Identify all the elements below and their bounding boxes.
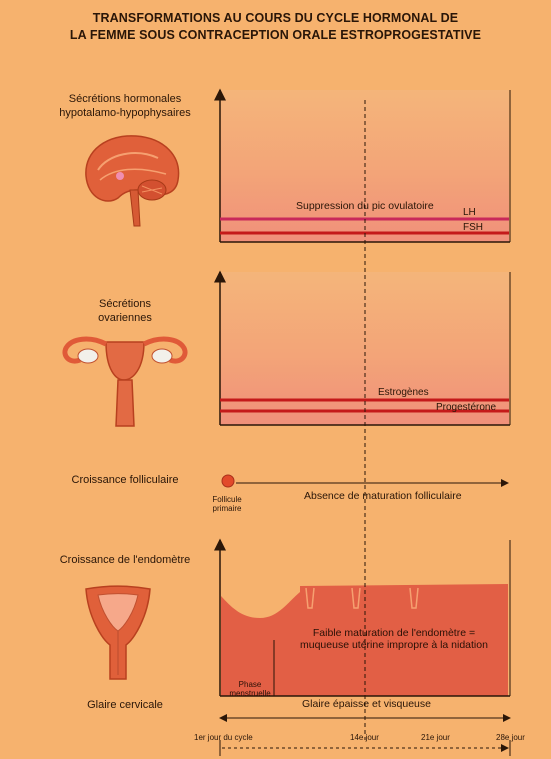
phase-label-line-2: menstruelle bbox=[229, 689, 271, 698]
phase-label-line-1: Phase bbox=[238, 680, 262, 689]
fsh-label: FSH bbox=[463, 222, 483, 233]
follicle-label-line-2: primaire bbox=[212, 504, 242, 513]
endometrium-label: Croissance de l'endomètre bbox=[59, 554, 191, 566]
estrogen-label: Estrogènes bbox=[378, 387, 429, 398]
mucus-label: Glaire cervicale bbox=[87, 699, 163, 711]
hormonal-label-line-1: Sécrétions hormonales bbox=[68, 93, 182, 105]
follicle-icon bbox=[222, 475, 234, 487]
mucus-caption: Glaire épaisse et visqueuse bbox=[302, 698, 431, 710]
title-line-2: LA FEMME SOUS CONTRACEPTION ORALE ESTROPROGESTATIVE bbox=[69, 28, 482, 42]
timeline-day1: 1er jour du cycle bbox=[194, 733, 253, 742]
hormonal-label-line-2: hypotalamo-hypophysaires bbox=[59, 107, 191, 119]
follicle-label bbox=[206, 495, 248, 513]
follicular-label: Croissance folliculaire bbox=[71, 474, 179, 486]
progesterone-label: Progestérone bbox=[436, 402, 497, 413]
title-line-1: TRANSFORMATIONS AU COURS DU CYCLE HORMONAL DE bbox=[92, 11, 459, 25]
ovarian-label-line-2: ovariennes bbox=[98, 312, 152, 324]
follicle-caption: Absence de maturation folliculaire bbox=[304, 490, 462, 502]
endometrium-caption-line-2: muqueuse utérine impropre à la nidation bbox=[300, 639, 488, 651]
ovarian-label-line-1: Sécrétions bbox=[99, 298, 151, 310]
phase-label bbox=[224, 680, 276, 698]
hormonal-caption: Suppression du pic ovulatoire bbox=[296, 200, 434, 212]
timeline-day14: 14e jour bbox=[350, 733, 379, 742]
endometrium-caption bbox=[300, 627, 488, 651]
timeline-day21: 21e jour bbox=[421, 733, 450, 742]
timeline-day28: 28e jour bbox=[496, 733, 525, 742]
lh-label: LH bbox=[463, 207, 476, 218]
endometrium-caption-line-1: Faible maturation de l'endomètre = bbox=[312, 627, 476, 639]
follicle-label-line-1: Follicule bbox=[212, 495, 242, 504]
